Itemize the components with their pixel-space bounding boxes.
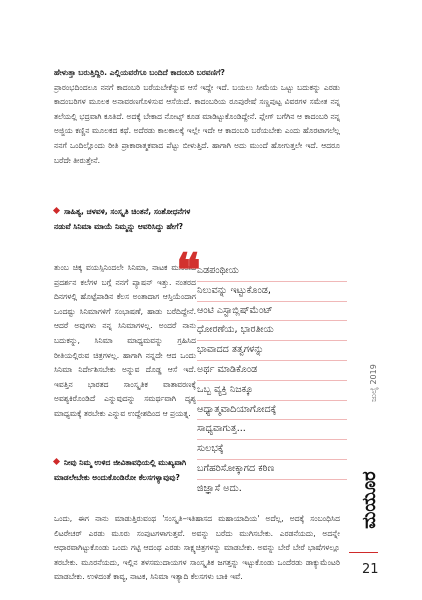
pull-quote-line: ಎಡಪಂಥೀಯ: [197, 262, 347, 282]
answer-2: ತುಂಬ ಚಿಕ್ಕ ವಯಸ್ಸಿನಿಂದಲೇ ಸಿನಿಮಾ, ನಾಟಕ ಮುಂತಾದ ಪ್ರದರ್ಶನ ಕಲೆಗಳ ಬಗ್ಗೆ ನನಗೆ ಪ್ಯಾಷನ್ ಇತ್ತು. ನಂತರದ ದಿನಗಳಲ್ಲಿ ಹೊಟ್ಟೆಪಾಡಿನ ಕೆಲಸ ಅಂತಾದಾಗ ಆಸ್ತಿಯೆಂದಾಗ ಒಂದಷ್ಟು ಸಿನಿಮಾಗಳಿಗೆ ಸಂಭಾಷಣೆ, ಹಾಡು ಬರೆದಿದ್ದೇನೆ. ಆದರೆ ಅವುಗಳು ನನ್ನ ಸಿನಿಮಾಗಳಲ್ಲ. ಅಂದರೆ ನಾನು ಬದುಕನ್ನು, ಸಿನಿಮಾ ಮಾಧ್ಯಮವನ್ನು ಗ್ರಹಿಸಿದ ರೀತಿಯಲ್ಲಿರುವ ಚಿತ್ರಗಳಲ್ಲ. ಹಾಗಾಗಿ ನನ್ನದೇ ಆದ ಒಂದು ಸಿನಿಮಾ ನಿರ್ದೇಶಿಸಬೇಕು ಅನ್ನುವ ದೊಡ್ಡ ಆಸೆ ಇದೆ. ಇವತ್ತಿನ ಭಾರತದ ಸಾಂಸ್ಕೃತಿಕ ವಾತಾವರಣಕ್ಕೆ ಅವಶ್ಯಕಿರೊಂಡಿದೆ ಎನ್ನುವುದನ್ನು ಸಮರ್ಥವಾಗಿ ದೃಶ್ಯ ಮಾಧ್ಯಮಕ್ಕೆ ತರಬೇಕು ಎನ್ನುವ ಉದ್ದೇಶದಿಂದ ಆ ಪ್ರಯತ್ನ.: [54, 263, 196, 418]
pull-quote-line: ಜಿಜ್ಞಾಸೆ ಅದು.: [197, 482, 242, 494]
magazine-logo: [357, 455, 383, 545]
pull-quote-line: ಸುಲಭಕ್ಕೆ: [197, 440, 347, 460]
answer-3: ಒಂದು, ಈಗ ನಾನು ಮಾಡುತ್ತಿರುವಂಥ 'ಸಂಸ್ಕೃತಿ–ಇತಿಹಾಸದ ಮಹಾಯಾದಿಯ' ಅದೆಲ್ಲ, ಅದಕ್ಕೆ ಸಂಬಂಧಿಸಿದ ಲಿಟರೇಚರ್ ಎರಡು ಮೂರು ಸಂಪುಟಗಳಾಗುತ್ತವೆ. ಅವನ್ನು ಬರೆದು ಮುಗಿಸಬೇಕು. ಎರಡನೆಯದು, ಅದನ್ನೇ ಆಧಾರವಾಗಿಟ್ಟುಕೊಂಡು ಒಂದು ಗಟ್ಟಿ ಆದಂಥ ಎರಡು ಸಾಕ್ಷ್ಯಚಿತ್ರಗಳನ್ನು ಮಾಡಬೇಕು. ಅವನ್ನು ಬೇರೆ ಬೇರೆ ಭಾಷೆಗಳಲ್ಲೂ ತರಬೇಕು. ಮೂರನೆಯದು, ಇಲ್ಲಿನ ತಳಸಮುದಾಯಗಳ ಸಾಂಸ್ಕೃತಿಕ ಜಗತ್ತನ್ನು ಇಟ್ಟುಕೊಂಡು ಒಂದೆರಡು ಡಾಕ್ಯುಮೆಂಟರಿ ಮಾಡಬೇಕು. ಉಳಿದಂತೆ ಕಾವ್ಯ, ನಾಟಕ, ಸಿನಿಮಾ ಇತ್ಯಾದಿ ಕೆಲಸಗಳು ಬಾಕಿ ಇವೆ.: [54, 514, 340, 582]
question-3-text: ನೀವು ನಿಮ್ಮ ಉಳಿದ ಜೀವಿತಾವಧಿಯಲ್ಲಿ ಮುಖ್ಯವಾಗಿ ಮಾಡಲೇಬೇಕು ಅಂದುಕೊಂಡಿರೋ ಕೆಲಸಗಳ್ಯಾವುವು?: [54, 458, 187, 482]
answer-1: ಪ್ರಾರಂಭದಿಂದಲೂ ನನಗೆ ಕಾದಂಬರಿ ಬರೆಯಬೇಕೆನ್ನುವ ಆಸೆ ಇದ್ದೇ ಇದೆ. ಬಯಲು ಸೀಮೆಯ ಒಟ್ಟು ಬದುಕನ್ನು ಎರಡು ಕಾದಂಬರಿಗಳ ಮೂಲಕ ಅನಾವರಣಗೊಳಿಸುವ ಆಸೆಯಿದೆ. ಕಾದಂಬರಿಯ ರೂಪುರೇಷೆ ಸಣ್ಣಪುಟ್ಟ ವಿವರಗಳ ಸಮೇತ ನನ್ನ ತಲೆಯಲ್ಲಿ ಭದ್ರವಾಗಿ ಕೂತಿದೆ. ಅದಕ್ಕೆ ಬೇಕಾದ ನೋಟ್ಸ್ ಕೂಡ ಮಾಡಿಟ್ಟುಕೊಂಡಿದ್ದೇನೆ. ಪ್ಲೇಗ್ ಬಗೆಗಿನ ಆ ಕಾದಂಬರಿ ನನ್ನ ಅಜ್ಜಿಯ ಕಣ್ಣಿನ ಮೂಲಕದ ಕಥೆ. ಅದೆರಡು ಕಾಲಕಾಲಕ್ಕೆ ಇಲ್ಲೇ ಇದೇ ಆ ಕಾದಂಬರಿ ಬರೆಯಬೇಕು ಎಂದು ಹೊರಟಾಗಲೆಲ್ಲ ನನಗೆ ಒಂದಿಲ್ಲೊಂದು ರೀತಿ ಪ್ರಾಕಾರಾತ್ಮಕವಾದ ಪೆಟ್ಟು ಬೀಳುತ್ತಿದೆ. ಹಾಗಾಗಿ ಅದು ಮುಂದೆ ಹೋಗುತ್ತಲೇ ಇದೆ. ಆದರೂ ಬರೆದೇ ತೀರುತ್ತೇನೆ.: [54, 82, 340, 165]
pull-quote-line: ನಿಲುವನ್ನು ಇಟ್ಟುಕೊಂಡ,: [197, 282, 347, 302]
previous-question-tail: ಹೇಳುತ್ತಾ ಬರುತ್ತಿದ್ದಿರಿ. ಎಲ್ಲಿಯವರೆಗೂ ಬಂದಿದೆ ಕಾದಂಬರಿ ಬರವಣಿಗೆ?: [54, 68, 225, 77]
issue-date: ಜುಲೈ 2019: [369, 364, 378, 402]
pull-quote-line: ಭಾವಾದದ ತತ್ವಗಳನ್ನು: [197, 341, 347, 361]
pull-quote-line: ಧೋರಣೆಯ, ಭಾರತೀಯ: [197, 321, 347, 341]
question-2: [54, 205, 204, 234]
pull-quote-line: ಅರ್ಥ ಮಾಡಿಕೊಂಡ: [197, 361, 347, 381]
page-rule: [349, 552, 378, 553]
pull-quote-line: ಆಧ್ಯಾತ್ಮವಾದಿಯಾಗೋದಕ್ಕೆ: [197, 401, 347, 421]
question-2-text: ಸಾಹಿತ್ಯ, ಚಳವಳಿ, ಸಂಸ್ಕೃತಿ ಚಿಂತನೆ, ಸಂಶೋಧನೆಗಳ ನಡುವೆ ಸಿನಿಮಾ ಮಾಯೆ ನಿಮ್ಮನ್ನು ಆವರಿಸಿದ್ದು ಹೇಗೆ?: [54, 207, 191, 231]
body-paragraph-1: [54, 66, 340, 168]
question-3: [54, 456, 222, 485]
pull-quote-line: ಒಬ್ಬ ವ್ಯಕ್ತಿ ನಿಜಕ್ಕೂ: [197, 381, 347, 401]
bullet-diamond-icon: [53, 207, 60, 214]
quote-mark-icon: ❝: [176, 243, 201, 297]
page-number: 21: [362, 562, 379, 577]
pull-quote-line: ಬಗೆಹರಿಸೋಕ್ಕಾಗದ ಕಠಿಣ: [197, 460, 347, 480]
pull-quote-line: ಸಾಧ್ಯವಾಗುತ್ತ...: [197, 420, 347, 440]
pull-quote-line: ಆಂಟಿ ಎಸ್ಟಾಬ್ಲಿಷ್‌ಮೆಂಟ್: [197, 302, 347, 322]
magazine-name: ಮಯೂರ: [359, 471, 380, 529]
bullet-diamond-icon: [53, 458, 60, 465]
